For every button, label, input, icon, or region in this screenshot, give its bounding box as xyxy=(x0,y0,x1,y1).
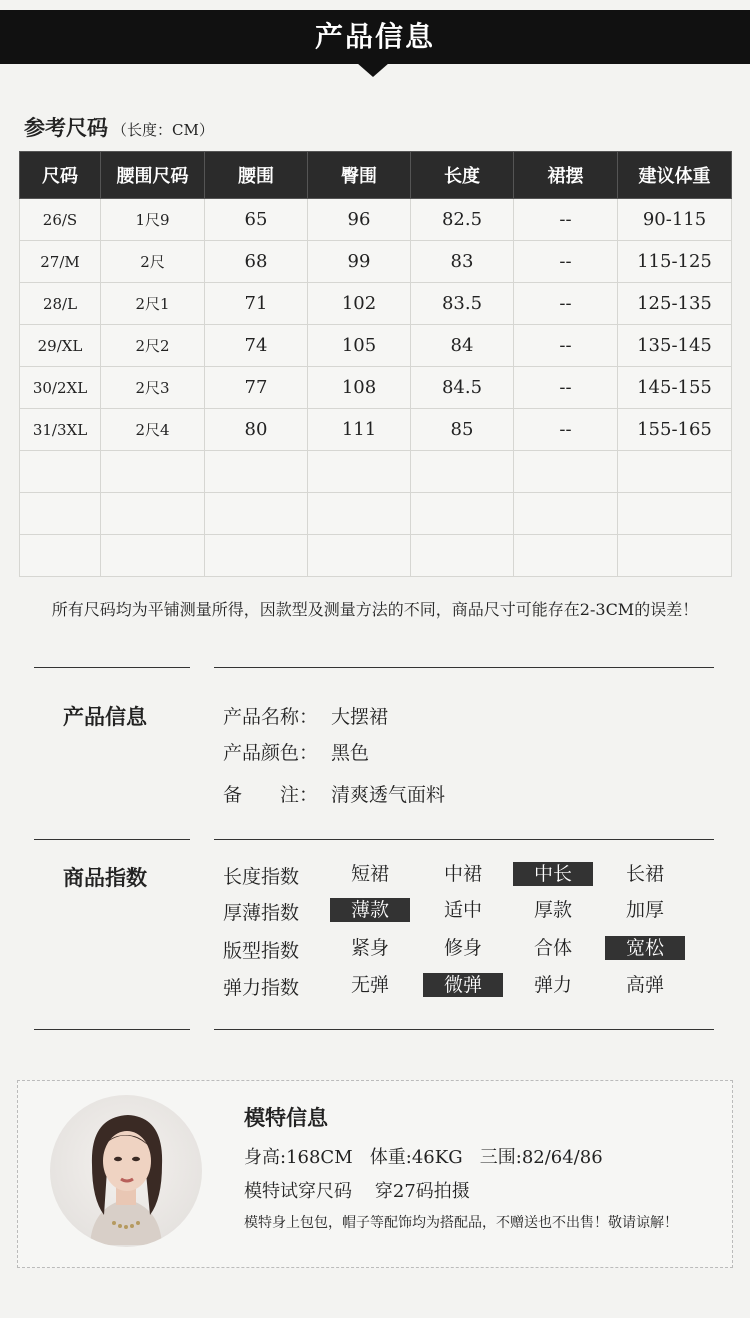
banner-title: 产品信息 xyxy=(314,20,435,53)
index-option: 合体 xyxy=(533,937,572,959)
table-cell xyxy=(411,493,514,535)
index-row-label: 厚薄指数 xyxy=(223,902,300,924)
divider xyxy=(34,667,190,668)
table-cell xyxy=(514,493,618,535)
header-cell: 裙摆 xyxy=(514,152,618,199)
table-cell xyxy=(20,493,101,535)
table-cell xyxy=(20,535,101,577)
model-avatar xyxy=(50,1095,202,1247)
table-cell: 96 xyxy=(308,199,411,241)
header-cell: 尺码 xyxy=(20,152,101,199)
product-remark-value: 清爽透气面料 xyxy=(331,784,446,806)
indices-label: 商品指数 xyxy=(63,865,147,890)
table-cell: 31/3XL xyxy=(20,409,101,451)
index-option: 中裙 xyxy=(443,863,482,885)
table-cell: 2尺4 xyxy=(101,409,205,451)
table-cell xyxy=(205,535,308,577)
size-table-title xyxy=(24,112,214,142)
table-cell xyxy=(20,451,101,493)
table-cell xyxy=(514,451,618,493)
table-cell: 29/XL xyxy=(20,325,101,367)
model-info-card xyxy=(17,1080,733,1268)
product-remark-row xyxy=(223,780,445,807)
size-table-header-row xyxy=(20,152,732,199)
index-option: 厚款 xyxy=(533,899,572,921)
table-row xyxy=(20,535,732,577)
table-cell xyxy=(618,535,732,577)
header-cell: 建议体重 xyxy=(618,152,732,199)
product-info-label: 产品信息 xyxy=(63,704,147,729)
table-cell: 26/S xyxy=(20,199,101,241)
header-cell: 腰围 xyxy=(205,152,308,199)
table-row xyxy=(20,451,732,493)
table-cell: 74 xyxy=(205,325,308,367)
index-option: 弹力 xyxy=(533,974,572,996)
table-cell xyxy=(308,493,411,535)
index-row-label: 版型指数 xyxy=(223,940,300,962)
table-cell: 65 xyxy=(205,199,308,241)
table-cell: 71 xyxy=(205,283,308,325)
table-cell: 28/L xyxy=(20,283,101,325)
size-table xyxy=(19,151,732,577)
table-cell xyxy=(618,451,732,493)
table-row xyxy=(20,283,732,325)
table-cell: 82.5 xyxy=(411,199,514,241)
header-cell: 腰围尺码 xyxy=(101,152,205,199)
table-cell: 68 xyxy=(205,241,308,283)
table-cell: -- xyxy=(514,325,618,367)
table-cell: -- xyxy=(514,241,618,283)
table-row xyxy=(20,409,732,451)
product-color-key: 产品颜色： xyxy=(223,742,319,764)
product-remark-key: 备 注： xyxy=(223,784,319,806)
index-option: 短裙 xyxy=(350,863,389,885)
model-portrait-icon xyxy=(50,1095,202,1247)
table-cell xyxy=(101,535,205,577)
table-cell: 77 xyxy=(205,367,308,409)
index-option: 长裙 xyxy=(625,863,664,885)
table-cell xyxy=(308,535,411,577)
divider xyxy=(214,1029,714,1030)
divider xyxy=(34,1029,190,1030)
table-cell: 2尺3 xyxy=(101,367,205,409)
model-fit: 模特试穿尺码 穿27码拍摄 xyxy=(244,1181,470,1202)
index-option: 修身 xyxy=(443,937,482,959)
table-cell xyxy=(101,493,205,535)
table-cell xyxy=(618,493,732,535)
table-cell: 83.5 xyxy=(411,283,514,325)
product-name-value: 大摆裙 xyxy=(331,706,389,728)
table-cell: 135-145 xyxy=(618,325,732,367)
table-cell: 84.5 xyxy=(411,367,514,409)
model-info-title: 模特信息 xyxy=(244,1105,328,1130)
header-cell: 臀围 xyxy=(308,152,411,199)
header-cell: 长度 xyxy=(411,152,514,199)
table-row xyxy=(20,241,732,283)
index-option: 适中 xyxy=(443,899,482,921)
index-option-selected: 薄款 xyxy=(330,898,410,922)
table-cell: 155-165 xyxy=(618,409,732,451)
table-cell xyxy=(514,535,618,577)
table-cell: 111 xyxy=(308,409,411,451)
table-cell: 27/M xyxy=(20,241,101,283)
index-option-selected: 微弹 xyxy=(423,973,503,997)
table-cell xyxy=(411,451,514,493)
table-cell: 108 xyxy=(308,367,411,409)
table-cell xyxy=(205,451,308,493)
table-cell: 145-155 xyxy=(618,367,732,409)
index-option: 无弹 xyxy=(350,974,389,996)
table-cell: -- xyxy=(514,283,618,325)
table-cell: 85 xyxy=(411,409,514,451)
divider xyxy=(214,667,714,668)
table-row xyxy=(20,199,732,241)
table-cell xyxy=(205,493,308,535)
index-row-label: 长度指数 xyxy=(223,866,300,888)
table-cell xyxy=(411,535,514,577)
header-banner xyxy=(0,10,750,64)
table-cell: 2尺1 xyxy=(101,283,205,325)
size-note: 所有尺码均为平铺测量所得，因款型及测量方法的不同，商品尺寸可能存在2-3CM的误差！ xyxy=(51,600,699,619)
table-cell: -- xyxy=(514,367,618,409)
table-cell xyxy=(308,451,411,493)
index-option: 加厚 xyxy=(625,899,664,921)
index-row-label: 弹力指数 xyxy=(223,977,300,999)
table-cell xyxy=(101,451,205,493)
banner-arrow xyxy=(357,63,389,77)
table-cell: 125-135 xyxy=(618,283,732,325)
table-row xyxy=(20,367,732,409)
index-option-selected: 中长 xyxy=(513,862,593,886)
divider xyxy=(214,839,714,840)
table-cell: 2尺2 xyxy=(101,325,205,367)
table-cell: 1尺9 xyxy=(101,199,205,241)
table-cell: 30/2XL xyxy=(20,367,101,409)
table-cell: 102 xyxy=(308,283,411,325)
table-cell: 80 xyxy=(205,409,308,451)
table-cell: -- xyxy=(514,199,618,241)
table-cell: 90-115 xyxy=(618,199,732,241)
table-cell: 105 xyxy=(308,325,411,367)
size-table-title-text: 参考尺码 xyxy=(24,115,108,140)
table-cell: 2尺 xyxy=(101,241,205,283)
index-option-selected: 宽松 xyxy=(605,936,685,960)
size-table-body xyxy=(20,199,732,577)
model-stats: 身高:168CM 体重:46KG 三围:82/64/86 xyxy=(244,1147,603,1168)
table-row xyxy=(20,325,732,367)
table-row xyxy=(20,493,732,535)
model-disclaimer: 模特身上包包，帽子等配饰均为搭配品，不赠送也不出售！敬请谅解！ xyxy=(244,1215,678,1231)
table-cell: 115-125 xyxy=(618,241,732,283)
product-name-row xyxy=(223,702,388,729)
table-cell: -- xyxy=(514,409,618,451)
table-cell: 83 xyxy=(411,241,514,283)
product-color-value: 黑色 xyxy=(331,742,370,764)
product-name-key: 产品名称： xyxy=(223,706,319,728)
divider xyxy=(34,839,190,840)
table-cell: 84 xyxy=(411,325,514,367)
index-option: 紧身 xyxy=(350,937,389,959)
index-option: 高弹 xyxy=(625,974,664,996)
product-color-row xyxy=(223,738,369,765)
size-table-unit: （长度：CM） xyxy=(112,121,214,139)
table-cell: 99 xyxy=(308,241,411,283)
